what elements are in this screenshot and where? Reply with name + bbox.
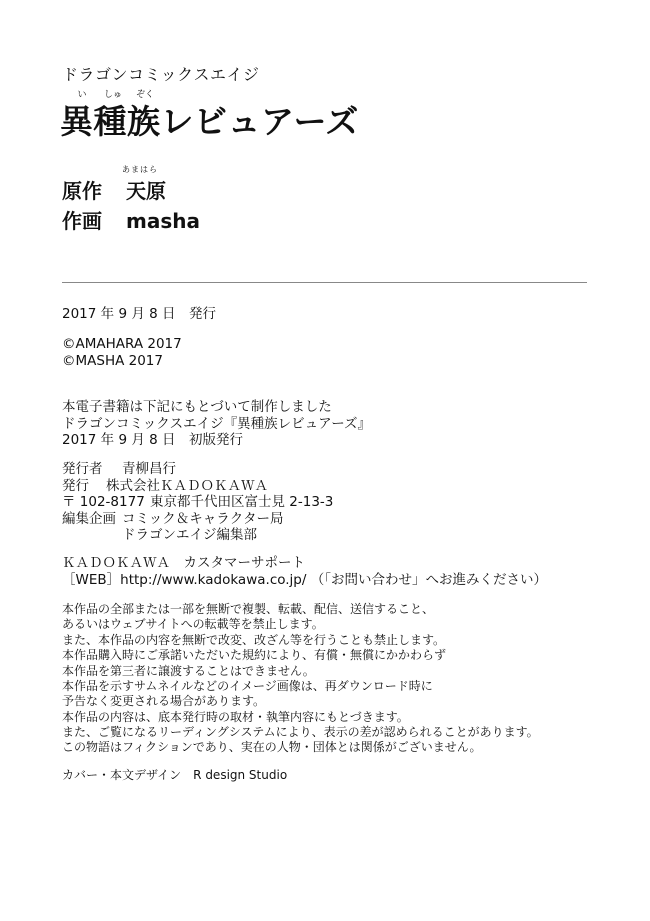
- notice-line: 本作品を第三者に譲渡することはできません。: [62, 663, 315, 678]
- publisher-row: [62, 478, 333, 495]
- credit-name-art: masha: [126, 209, 200, 233]
- title-block: [60, 90, 380, 142]
- ruby-zoku: ぞく: [135, 90, 154, 100]
- book-title: 異種族レビュアーズ: [60, 102, 359, 141]
- publisher-value: 株式会社ＫＡＤＯＫＡＷＡ: [106, 477, 268, 494]
- publisher-value: 東京都千代田区富士見 2-13-3: [150, 494, 334, 510]
- notice-line: 本作品の内容は、底本発行時の取材・執筆内容にもとづきます。: [62, 709, 409, 724]
- publisher-value: 青柳昌行: [122, 461, 176, 477]
- publisher-label: 〒 102-8177: [62, 494, 145, 510]
- design-credit: カバー・本文デザイン R design Studio: [62, 768, 288, 782]
- divider-line: [62, 282, 587, 283]
- author-ruby: あまはら: [122, 165, 158, 174]
- publisher-row: [62, 494, 333, 511]
- notice-line: あるいはウェブサイトへの転載等を禁止します。: [62, 617, 324, 632]
- notice-line: また、本作品の内容を無断で改変、改ざん等を行うことも禁止します。: [62, 632, 446, 647]
- publisher-label: 編集企画: [62, 510, 116, 527]
- ebook-note-block: [62, 399, 371, 449]
- support-url-line[interactable]: ［WEB］http://www.kadokawa.co.jp/ （「お問い合わせ」へお進みください）: [62, 571, 547, 588]
- publisher-value: コミック＆キャラクター局: [122, 510, 284, 527]
- copyright-block: [62, 336, 182, 369]
- copyright-line: ©AMAHARA 2017: [62, 336, 182, 352]
- ruby-i: い: [77, 90, 87, 100]
- ebook-note-line: ドラゴンコミックスエイジ『異種族レビュアーズ』: [62, 415, 372, 432]
- ebook-note-line: 本電子書籍は下記にもとづいて制作しました: [62, 399, 332, 415]
- notice-line: 本作品購入時にご承諾いただいた規約により、有償・無償にかかわらず: [62, 648, 447, 663]
- ruby-shu: しゅ: [103, 90, 122, 100]
- support-line: ＫＡＤＯＫＡＷＡ カスタマーサポート: [62, 555, 305, 571]
- publisher-block: [62, 461, 333, 544]
- publisher-row: [62, 527, 333, 544]
- notice-line: 本作品を示すサムネイルなどのイメージ画像は、再ダウンロード時に: [62, 679, 433, 694]
- issue-date: 2017 年 9 月 8 日 発行: [62, 306, 216, 322]
- publisher-row: [62, 461, 333, 478]
- publisher-label: 発行者: [62, 461, 103, 477]
- support-block: [62, 555, 547, 588]
- notice-line: 予告なく変更される場合があります。: [62, 694, 266, 709]
- publisher-value: ドラゴンエイジ編集部: [122, 527, 257, 543]
- credit-role-original: 原作: [62, 179, 102, 203]
- ebook-note-line: 2017 年 9 月 8 日 初版発行: [62, 432, 243, 448]
- credit-art: [62, 205, 200, 234]
- notice-block: [62, 602, 539, 741]
- credit-name-original: 天原: [126, 179, 166, 203]
- notice-line: また、ご覧になるリーディングシステムにより、表示の差が認められることがあります。: [62, 725, 539, 740]
- credit-original: [62, 175, 166, 204]
- notice-line: 本作品の全部または一部を無断で複製、転載、配信、送信すること、: [62, 602, 435, 616]
- fiction-note: この物語はフィクションであり、実在の人物・団体とは関係がございません。: [62, 740, 482, 754]
- publisher-label: 発行: [62, 477, 89, 494]
- credit-role-art: 作画: [62, 209, 102, 233]
- copyright-line: ©MASHA 2017: [62, 352, 163, 369]
- publisher-row: [62, 511, 333, 528]
- imprint-label: ドラゴンコミックスエイジ: [62, 65, 260, 84]
